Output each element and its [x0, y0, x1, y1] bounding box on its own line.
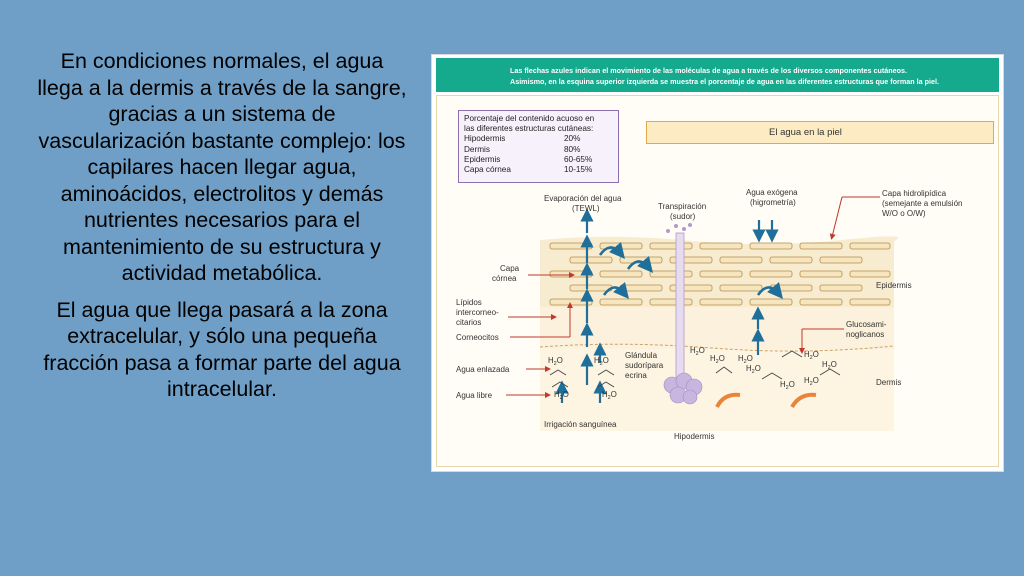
h2o-label: $H_2O$ — [738, 354, 753, 365]
corneocyte-brick — [800, 243, 842, 249]
label-cornea: córnea — [492, 274, 517, 283]
skin-diagram — [432, 55, 1005, 473]
corneocyte-brick — [750, 299, 792, 305]
corneocyte-brick — [750, 243, 792, 249]
h2o-label: $H_2O$ — [780, 380, 795, 391]
header-line-2: Asimismo, en la esquina superior izquierda se muestra el porcentaje de agua en las diferentes estructuras que forman la piel. — [510, 77, 939, 86]
label-capa: Capa — [500, 264, 520, 273]
corneocyte-brick — [600, 299, 642, 305]
label-evaporation: Evaporación del agua — [544, 194, 622, 203]
corneocyte-brick — [720, 285, 762, 291]
droplet — [674, 224, 678, 228]
corneocyte-brick — [700, 271, 742, 277]
legend-value: 60-65% — [564, 154, 593, 164]
h2o-label: $H_2O$ — [804, 350, 819, 361]
corneocyte-brick — [700, 243, 742, 249]
label-hydrolipid: Capa hidrolipídica — [882, 189, 947, 198]
legend-name: Epidermis — [464, 154, 501, 164]
h2o-label: $H_2O$ — [804, 376, 819, 387]
corneocyte-brick — [850, 299, 890, 305]
corneocyte-brick — [820, 285, 862, 291]
corneocyte-brick — [650, 243, 692, 249]
h2o-label: $H_2O$ — [822, 360, 837, 371]
corneocyte-brick — [570, 285, 612, 291]
label-bound-water: Agua enlazada — [456, 365, 510, 374]
label-wo-ow: W/O o O/W) — [882, 209, 926, 218]
label-epidermis: Epidermis — [876, 281, 912, 290]
paragraph-1: En condiciones normales, el agua llega a la dermis a través de la sangre, gracias a un sistema de vascularización bastante complejo: los capilares hacen llegar agua, aminoácidos, electrolitos y demás nutrientes necesarios para el mantenimiento de su estructura y actividad metabólica. — [37, 49, 407, 285]
legend-value: 80% — [564, 144, 581, 154]
paragraph-2: El agua que llega pasará a la zona extracelular, y sólo una pequeña fracción pasa a formar parte del agua intracelular. — [43, 297, 401, 401]
corneocyte-brick — [550, 243, 592, 249]
sweat-droplets — [666, 223, 692, 233]
label-tewl: (TEWL) — [572, 204, 600, 213]
label-dermis: Dermis — [876, 378, 902, 387]
corneocyte-brick — [820, 257, 862, 263]
sweat-duct — [676, 233, 684, 388]
gland-lobe — [683, 390, 697, 404]
label-exogenous-water: Agua exógena — [746, 188, 798, 197]
corneocyte-brick — [770, 257, 812, 263]
droplet — [682, 227, 686, 231]
corneocyte-brick — [570, 257, 612, 263]
epidermis-area — [540, 307, 894, 349]
label-hypodermis: Hipodermis — [674, 432, 715, 441]
corneocyte-brick — [800, 271, 842, 277]
label-gland: Glándula — [625, 351, 658, 360]
label-noglicanos: noglicanos — [846, 330, 885, 339]
h2o-label: $H_2O$ — [602, 390, 617, 401]
callout-line — [832, 197, 842, 237]
h2o-label: $H_2O$ — [548, 356, 563, 367]
corneocyte-brick — [550, 271, 592, 277]
figure-title-text: El agua en la piel — [769, 127, 842, 138]
label-intercorneo: intercorneo- — [456, 308, 499, 317]
legend-name: Capa córnea — [464, 165, 511, 175]
corneocyte-brick — [700, 299, 742, 305]
corneocyte-brick — [850, 271, 890, 277]
legend-value: 10-15% — [564, 165, 593, 175]
legend-heading-1: Porcentaje del contenido acuoso en — [464, 114, 595, 123]
corneocyte-brick — [650, 299, 692, 305]
label-emulsion: (semejante a emulsión — [882, 199, 963, 208]
corneocyte-brick — [600, 271, 642, 277]
label-hygrometry: (higrometría) — [750, 198, 796, 207]
header-line-1: Las flechas azules indican el movimiento de las moléculas de agua a través de los diversos componentes cutáneos. — [510, 66, 908, 75]
corneocyte-brick — [850, 243, 890, 249]
label-sudoripara: sudorípara — [625, 361, 664, 370]
corneocyte-brick — [720, 257, 762, 263]
slide-text — [36, 48, 408, 413]
skin-water-figure — [431, 54, 1004, 472]
corneocyte-brick — [620, 285, 662, 291]
corneocyte-brick — [750, 271, 792, 277]
droplet — [666, 229, 670, 233]
label-lipids: Lípidos — [456, 298, 482, 307]
h2o-label: $H_2O$ — [710, 354, 725, 365]
label-citarios: citarios — [456, 318, 482, 327]
h2o-label: $H_2O$ — [594, 356, 609, 367]
h2o-label: $H_2O$ — [554, 390, 569, 401]
corneocyte-brick — [800, 299, 842, 305]
label-sweat: (sudor) — [670, 212, 696, 221]
label-blood-irrigation: Irrigación sanguínea — [544, 420, 617, 429]
label-ecrina: ecrina — [625, 371, 647, 380]
legend-name: Hipodermis — [464, 134, 506, 144]
label-glucosamino: Glucosami- — [846, 320, 887, 329]
label-free-water: Agua libre — [456, 391, 493, 400]
h2o-label: $H_2O$ — [746, 364, 761, 375]
legend-heading-2: las diferentes estructuras cutáneas: — [464, 124, 594, 134]
corneocyte-brick — [550, 299, 592, 305]
h2o-label: $H_2O$ — [690, 346, 705, 357]
corneocyte-brick — [650, 271, 692, 277]
label-transpiration: Transpiración — [658, 202, 707, 211]
label-corneocytes: Corneocitos — [456, 333, 499, 342]
droplet — [688, 223, 692, 227]
legend-name: Dermis — [464, 144, 490, 154]
legend-value: 20% — [564, 134, 581, 144]
